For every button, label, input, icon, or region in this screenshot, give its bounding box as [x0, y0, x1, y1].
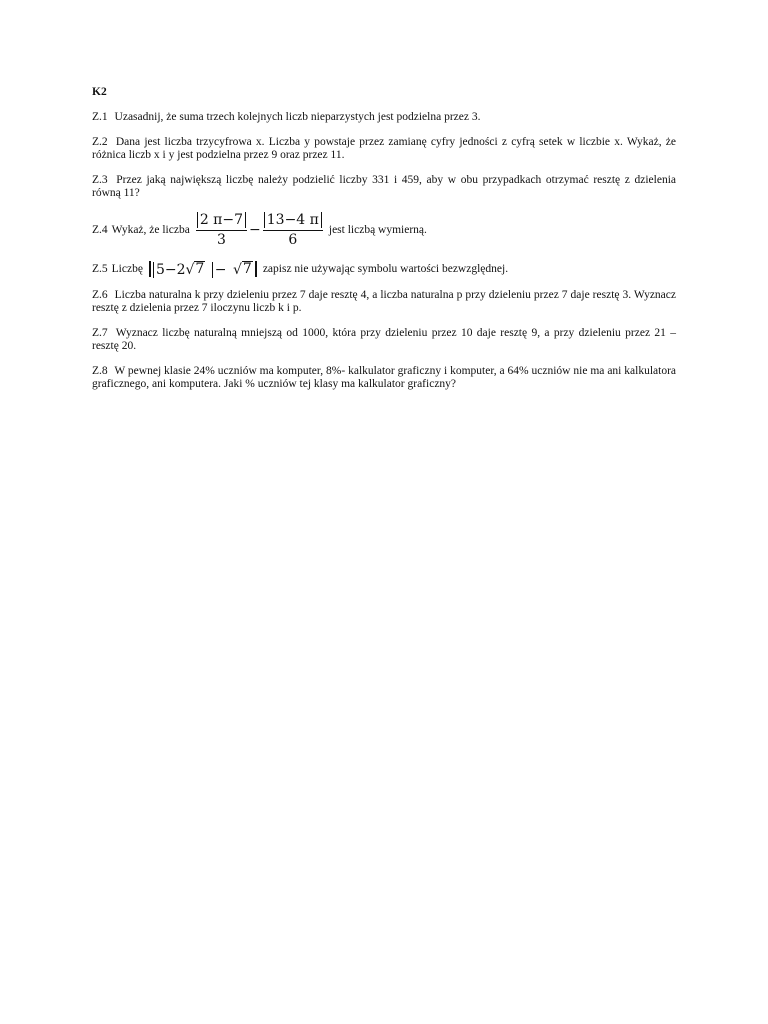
task-z3	[92, 174, 676, 200]
task-z7	[92, 327, 676, 353]
task-z6	[92, 289, 676, 315]
task-label: Z.5	[92, 262, 108, 275]
task-label: Z.4	[92, 224, 108, 236]
outer-absolute-value	[149, 261, 257, 277]
task-text: Liczba naturalna k przy dzieleniu przez 7 daje resztę 4, a liczba naturalna p przy dzieleniu przez 7 daje resztę 3. Wyznacz resztę z dzielenia przez 7 iloczynu liczb k i p.	[92, 289, 676, 314]
task-label: Z.7	[92, 327, 108, 339]
task-text: W pewnej klasie 24% uczniów ma komputer, 8%- kalkulator graficzny i komputer, a 64% uczniów nie ma ani kalkulatora graficznego, ani komputera. Jaki % uczniów tej klasy ma kalkulator graficzny?	[92, 365, 677, 390]
task-z4	[92, 212, 676, 249]
task-text-after: jest liczbą wymierną.	[328, 224, 427, 236]
minus-sign: −	[249, 222, 261, 238]
radical-sign: √	[232, 262, 242, 278]
math-term: 5−2	[155, 262, 186, 278]
task-z1	[92, 111, 676, 124]
task-z5	[92, 261, 676, 277]
fraction	[263, 212, 323, 249]
document-page	[92, 86, 676, 403]
fraction	[196, 212, 247, 249]
task-text: Dana jest liczba trzycyfrowa x. Liczba y powstaje przez zamianę cyfry jedności z cyfrą setek w liczbie x. Wykaż, że różnica liczb x i y jest podzielna przez 9 oraz przez 11.	[92, 136, 677, 161]
document-heading: K2	[92, 86, 107, 98]
math-expression	[196, 212, 323, 249]
square-root	[186, 261, 206, 277]
fraction-denominator: 3	[216, 232, 226, 248]
fraction-numerator	[263, 212, 323, 231]
task-z2	[92, 136, 676, 162]
fraction-denominator: 6	[288, 232, 298, 248]
radical-sign: √	[185, 262, 195, 278]
task-label: Z.6	[92, 289, 108, 301]
task-z8	[92, 365, 676, 391]
minus-sign: −	[214, 262, 227, 278]
task-text: Wyznacz liczbę naturalną mniejszą od 1000, która przy dzieleniu przez 10 daje resztę 9, a przy dzieleniu przez 21 – resztę 20.	[92, 327, 676, 352]
task-text: Przez jaką największą liczbę należy podzielić liczby 331 i 459, aby w obu przypadkach otrzymać resztę z dzielenia równą 11?	[92, 174, 676, 199]
task-text-before: Liczbę	[111, 262, 143, 275]
task-label: Z.2	[92, 136, 108, 148]
task-text: Uzasadnij, że suma trzech kolejnych liczb nieparzystych jest podzielna przez 3.	[114, 111, 481, 123]
inner-absolute-value	[153, 262, 213, 278]
task-text-before: Wykaż, że liczba	[111, 224, 190, 236]
absolute-value: 13−4 π	[264, 212, 322, 228]
task-label: Z.8	[92, 365, 108, 377]
radicand: 7	[195, 261, 205, 277]
math-expression	[149, 261, 257, 277]
square-root	[233, 261, 253, 277]
absolute-value: 2 π−7	[197, 212, 246, 228]
task-label: Z.1	[92, 111, 108, 123]
radicand: 7	[242, 261, 252, 277]
task-label: Z.3	[92, 174, 108, 186]
task-text-after: zapisz nie używając symbolu wartości bezwzględnej.	[262, 262, 509, 275]
fraction-numerator	[196, 212, 247, 231]
